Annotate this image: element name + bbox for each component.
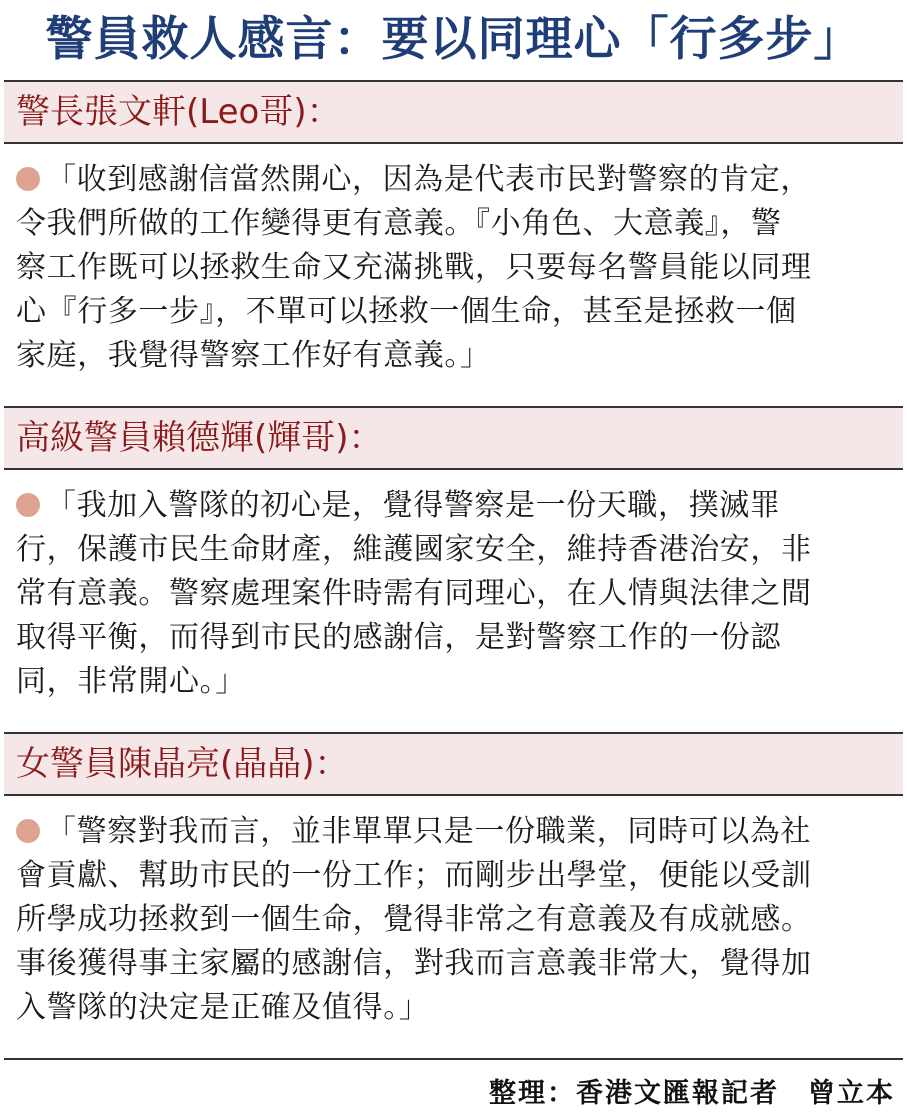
quote-block xyxy=(4,470,903,732)
quote-text: 「我加入警隊的初心是，覺得警察是一份天職，撲滅罪 xyxy=(46,488,781,523)
quote-line: 令我們所做的工作變得更有意義。『小角色、大意義』，警 xyxy=(16,206,782,241)
byline: 整理：香港文匯報記者 曾立本 xyxy=(489,1078,895,1109)
speaker-heading: 警長張文軒(Leo哥)： xyxy=(4,82,903,142)
quote-line: 會貢獻、幫助市民的一份工作；而剛步出學堂，便能以受訓 xyxy=(16,858,812,893)
quote-line: 事後獲得事主家屬的感謝信，對我而言意義非常大，覺得加 xyxy=(16,946,812,981)
page-title: 警員救人感言：要以同理心「行多步」 xyxy=(45,12,862,67)
bullet-icon xyxy=(16,819,40,843)
quote-line: 常有意義。警察處理案件時需有同理心，在人情與法律之間 xyxy=(16,576,812,611)
speaker-heading: 女警員陳晶亮(晶晶)： xyxy=(4,734,903,794)
quote-text: 「收到感謝信當然開心，因為是代表市民對警察的肯定， xyxy=(46,162,811,197)
quote-line: 行，保護市民生命財產，維護國家安全，維持香港治安，非 xyxy=(16,532,812,567)
quote-line: 心『行多一步』，不單可以拯救一個生命，甚至是拯救一個 xyxy=(16,294,797,329)
quote-line: 家庭，我覺得警察工作好有意義。」 xyxy=(16,338,491,373)
quote-line: 所學成功拯救到一個生命，覺得非常之有意義及有成就感。 xyxy=(16,902,812,937)
quote-line: 察工作既可以拯救生命又充滿挑戰，只要每名警員能以同理 xyxy=(16,250,812,285)
speaker-heading: 高級警員賴德輝(輝哥)： xyxy=(4,408,903,468)
quote-line: 同，非常開心。」 xyxy=(16,664,246,699)
quote-block xyxy=(4,796,903,1058)
divider xyxy=(4,1058,903,1060)
bullet-icon xyxy=(16,493,40,517)
quote-line xyxy=(16,810,891,854)
quote-line: 取得平衡，而得到市民的感謝信，是對警察工作的一份認 xyxy=(16,620,781,655)
quote-text: 「警察對我而言，並非單單只是一份職業，同時可以為社 xyxy=(46,814,811,849)
quote-block xyxy=(4,144,903,406)
quote-line xyxy=(16,158,891,202)
quote-line xyxy=(16,484,891,528)
bullet-icon xyxy=(16,167,40,191)
quote-line: 入警隊的決定是正確及值得。」 xyxy=(16,990,430,1025)
